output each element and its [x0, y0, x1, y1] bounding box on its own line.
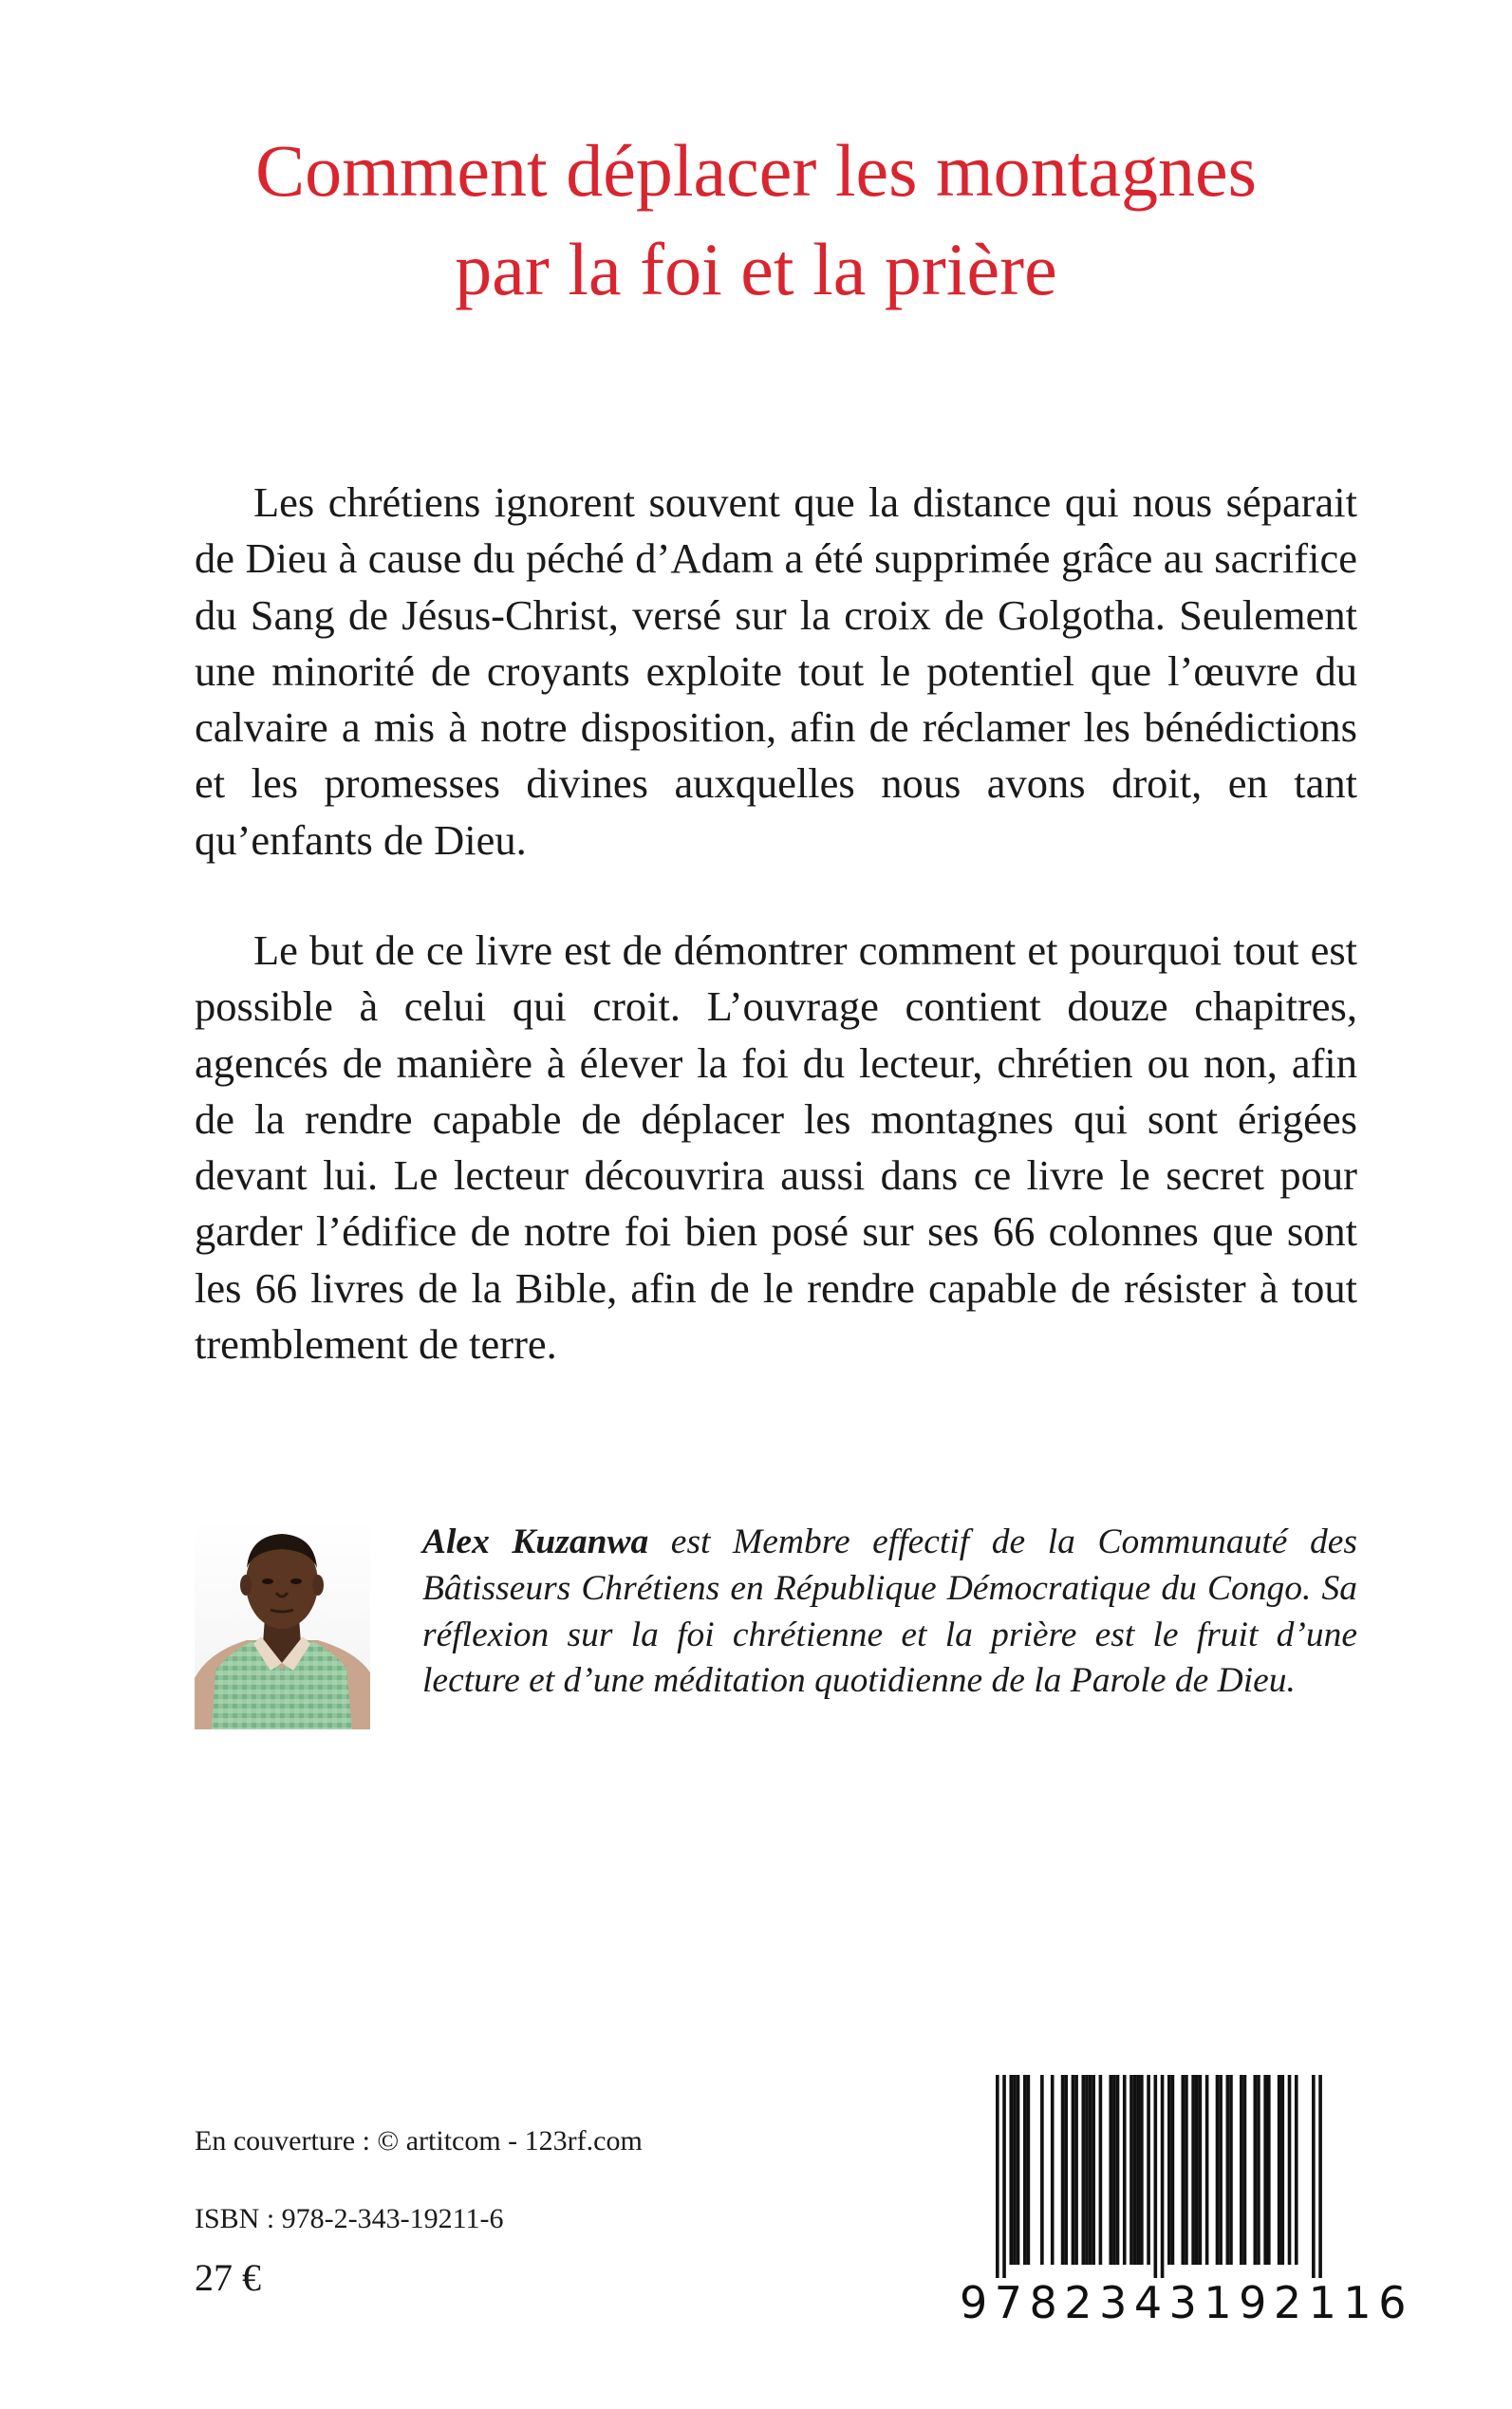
- barcode-bar: [1082, 2075, 1086, 2265]
- barcode-bar: [1129, 2075, 1133, 2265]
- barcode-bar: [1288, 2075, 1292, 2265]
- barcode-bar: [996, 2075, 999, 2278]
- barcode-bar: [1099, 2075, 1103, 2265]
- barcode-bar: [1112, 2075, 1116, 2265]
- barcode-bar: [1040, 2075, 1044, 2265]
- barcode-bar: [1085, 2075, 1089, 2265]
- barcode-bar: [1295, 2075, 1298, 2265]
- blurb-paragraph-1: Les chrétiens ignorent souvent que la distance qui nous séparait de Dieu à cause du péché d’Adam a été supprimée grâce au sacrifice du Sang de Jésus-Christ, versé sur la croix de Golgotha. Seulement une minorité de croyants exploite tout le potentiel que l’œuvre du calvaire a mis à notre disposition, afin de réclamer les bénédictions et les promesses divines auxquelles nous avons droit, en tant qu’enfants de Dieu.: [195, 478, 1357, 864]
- barcode-bar: [1161, 2075, 1165, 2278]
- barcode-bar: [1278, 2075, 1281, 2265]
- barcode-bar: [1240, 2075, 1243, 2265]
- barcode-bar: [1092, 2075, 1095, 2265]
- barcode-bar: [1072, 2075, 1075, 2265]
- barcode-bar: [1199, 2075, 1203, 2265]
- book-title-line-2: par la foi et la prière: [455, 228, 1057, 310]
- book-title-line-1: Comment déplacer les montagnes: [255, 129, 1257, 212]
- barcode-bar: [1181, 2075, 1185, 2265]
- barcode-bar: [1171, 2075, 1175, 2265]
- barcode-bar: [1089, 2075, 1092, 2265]
- barcode-bar: [1136, 2075, 1140, 2265]
- barcode-bar: [1318, 2075, 1322, 2278]
- barcode-digits: 9782343192116: [960, 2277, 1413, 2328]
- price-label: 27 €: [195, 2256, 261, 2299]
- author-photo: [195, 1519, 370, 1729]
- barcode-bar: [1205, 2075, 1209, 2265]
- barcode-bar: [1140, 2075, 1144, 2265]
- barcode-bar: [1023, 2075, 1027, 2265]
- barcode-bar: [1229, 2075, 1233, 2265]
- barcode-bar: [1185, 2075, 1188, 2265]
- barcode-bar: [1027, 2075, 1031, 2265]
- barcode-bar: [1074, 2075, 1078, 2265]
- barcode-bar: [1216, 2075, 1220, 2265]
- author-name: Alex Kuzanwa: [422, 1522, 649, 1561]
- barcode-bar: [1195, 2075, 1199, 2265]
- author-bio: [422, 1520, 1357, 1705]
- isbn-label: ISBN : 978-2-343-19211-6: [195, 2203, 504, 2234]
- barcode-bar: [1116, 2075, 1120, 2265]
- barcode-bar: [1167, 2075, 1171, 2265]
- barcode-bar: [1267, 2075, 1271, 2265]
- barcode-bar: [1312, 2075, 1316, 2278]
- barcode-bar: [1154, 2075, 1158, 2278]
- isbn-barcode: [960, 2075, 1413, 2341]
- barcode-bar: [1051, 2075, 1055, 2265]
- barcode-bar: [1191, 2075, 1195, 2265]
- barcode-bar: [1123, 2075, 1127, 2265]
- barcode-bar: [1219, 2075, 1223, 2265]
- barcode-bar: [1280, 2075, 1284, 2265]
- blurb-paragraph-2: Le but de ce livre est de démontrer comment et pourquoi tout est possible à celui qui croit. L’ouvrage contient douze chapitres, agencés de manière à élever la foi du lecteur, chrétien ou non, afin de la rendre capable de déplacer les montagnes qui sont érigées devant lui. Le lecteur découvrira aussi dans ce livre le secret pour garder l’édifice de notre foi bien posé sur ses 66 colonnes que sont les 66 livres de la Bible, afin de le rendre capable de résister à tout tremblement de terre.: [195, 926, 1357, 1369]
- barcode-bar: [1226, 2075, 1230, 2265]
- barcode-bar: [1263, 2075, 1267, 2265]
- barcode-bar: [1061, 2075, 1065, 2265]
- barcode-bar: [1147, 2075, 1150, 2265]
- barcode-bar: [1254, 2075, 1258, 2265]
- book-title: [0, 121, 1512, 319]
- cover-credit: En couverture : © artitcom - 123rf.com: [195, 2125, 643, 2157]
- barcode-bar: [1109, 2075, 1112, 2265]
- barcode-bar: [1017, 2075, 1020, 2265]
- barcode-bar: [1009, 2075, 1013, 2265]
- barcode-bar: [1243, 2075, 1247, 2265]
- barcode-bar: [1133, 2075, 1137, 2265]
- barcode-bar: [1002, 2075, 1006, 2278]
- barcode-bar: [1064, 2075, 1068, 2265]
- author-bio-text: est Membre effectif de la Communauté des Bâtisseurs Chrétiens en République Démocratique du Congo. Sa réflexion sur la foi chrétienne et la prière est le fruit d’une lecture et d’une méditation quotidienne de la Parole de Dieu.: [422, 1522, 1358, 1701]
- barcode-bar: [1013, 2075, 1017, 2265]
- barcode-bar: [1257, 2075, 1260, 2265]
